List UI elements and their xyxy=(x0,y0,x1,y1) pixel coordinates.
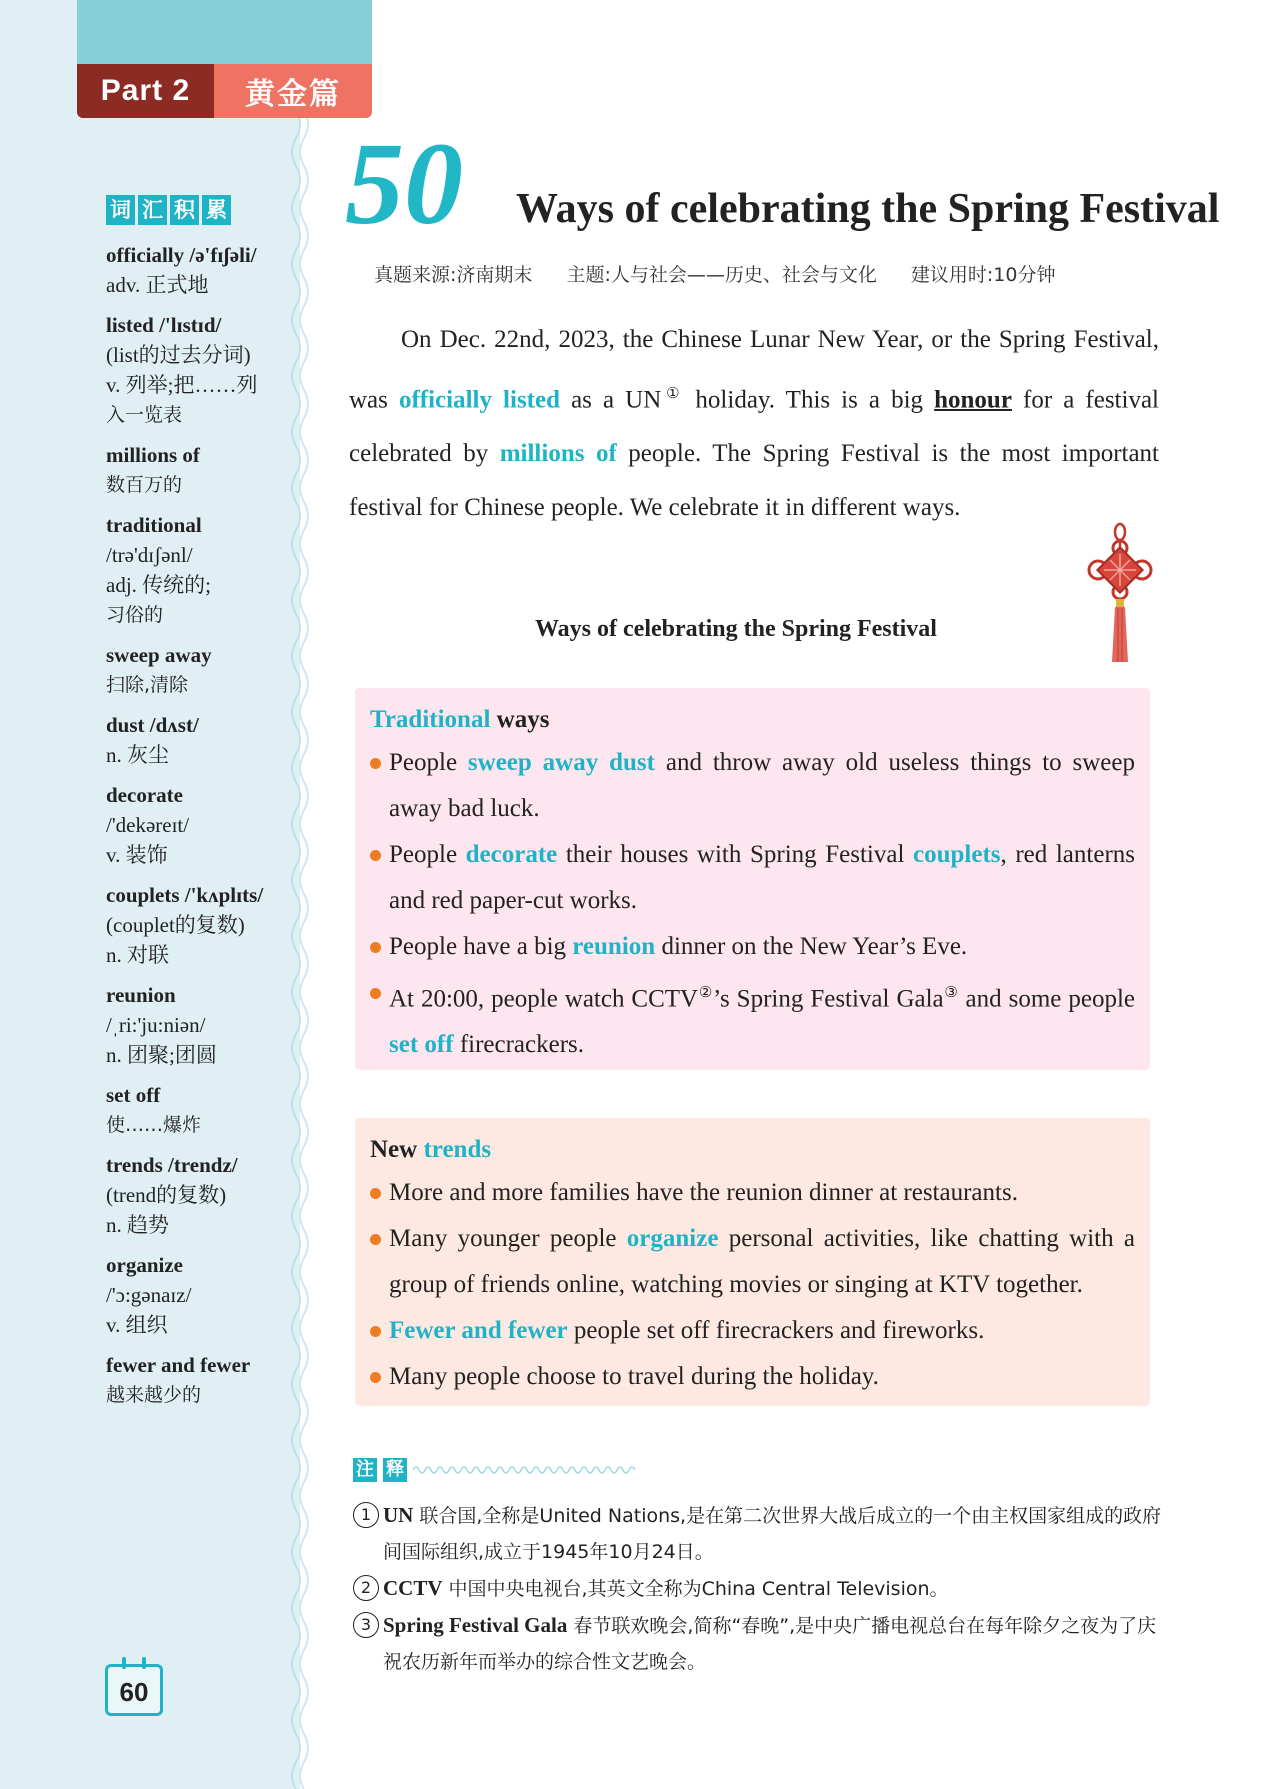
list-item xyxy=(370,1308,1135,1354)
meta-source: 真题来源:济南期末 xyxy=(374,264,533,286)
list-item xyxy=(370,970,1135,1068)
item-text: their houses with Spring Festival xyxy=(557,841,913,868)
footnote-ref: ② xyxy=(698,985,714,1001)
notes-heading-char: 释 xyxy=(383,1458,407,1482)
item-text: , red lanterns and red paper-cut works. xyxy=(389,841,1136,914)
heading-text: ways xyxy=(490,706,550,733)
vocab-detail: adj. 传统的; xyxy=(106,573,211,597)
vocab-word: sweep away xyxy=(106,643,212,667)
vocab-detail: /'dekəreɪt/ xyxy=(106,813,190,837)
vocab-detail: v. 组织 xyxy=(106,1313,168,1337)
note-number: 3 xyxy=(353,1612,379,1638)
intro-text: On Dec. 22nd, 2023, the Chinese Lunar New Year, or the Spring Festival, was xyxy=(349,326,1159,414)
vocab-word: decorate xyxy=(106,783,183,807)
item-text: Many people choose to travel during the holiday. xyxy=(389,1363,879,1390)
note-body: 春节联欢晚会,简称“春晚”,是中央广播电视总台在每年除夕之夜为了庆祝农历新年而举办的综合性文艺晚会。 xyxy=(383,1615,1157,1673)
meta-theme: 主题:人与社会——历史、社会与文化 xyxy=(566,264,877,286)
vocab-detail: 使……爆炸 xyxy=(106,1114,202,1136)
notes xyxy=(353,1497,1163,1680)
keyword: Traditional xyxy=(370,706,491,733)
vocab-detail: n. 对联 xyxy=(106,943,169,967)
footnote-ref: ③ xyxy=(943,985,959,1001)
note-number: 2 xyxy=(353,1575,379,1601)
list-item xyxy=(370,1216,1135,1308)
wavy-border xyxy=(290,110,316,1789)
keyword: sweep away dust xyxy=(467,749,655,776)
vocab-detail: 扫除,清除 xyxy=(106,674,189,696)
vocab-detail: v. 装饰 xyxy=(106,843,168,867)
item-text: personal activities, like chatting with a group of friends online, watching movies or singing at KTV together. xyxy=(389,1225,1135,1298)
note-number: 1 xyxy=(353,1502,379,1528)
intro-text: holiday. This is a big xyxy=(684,386,935,414)
item-text: Many younger people xyxy=(389,1225,627,1252)
traditional-ways-box xyxy=(355,688,1150,1070)
list-item xyxy=(370,924,1135,970)
page-number xyxy=(105,1664,163,1716)
vocab-item xyxy=(106,510,291,630)
item-text: and throw away old useless things to sweep away bad luck. xyxy=(389,749,1135,822)
footnote-ref: ① xyxy=(661,386,685,402)
note-term: UN xyxy=(383,1503,414,1527)
vocab-word: fewer and fewer xyxy=(106,1353,251,1377)
note-body: 联合国,全称是United Nations,是在第二次世界大战后成立的一个由主权国家组成的政府间国际组织,成立于1945年10月24日。 xyxy=(383,1505,1162,1563)
item-text: People xyxy=(389,749,468,776)
underlined-word: honour xyxy=(934,386,1012,414)
item-text: At 20:00, people watch CCTV xyxy=(389,985,699,1013)
vocab-detail: 越来越少的 xyxy=(106,1384,202,1406)
item-text: ’s Spring Festival Gala xyxy=(713,985,944,1013)
heading-text: New xyxy=(370,1136,424,1163)
vocab-word: millions of xyxy=(106,443,200,467)
vocab-item xyxy=(106,310,291,430)
decorative-squiggle xyxy=(413,1464,638,1476)
list-item xyxy=(370,1354,1135,1400)
article-number: 50 xyxy=(345,118,463,249)
part-label: Part 2 xyxy=(77,64,214,118)
list-item xyxy=(370,740,1135,832)
keyword: reunion xyxy=(572,933,656,960)
article-title: Ways of celebrating the Spring Festival xyxy=(516,186,1220,232)
notes-heading xyxy=(353,1458,638,1482)
vocab-list xyxy=(106,240,291,1420)
keyword: couplets xyxy=(913,841,1001,868)
vocab-detail: 数百万的 xyxy=(106,474,183,496)
vocab-detail: 入一览表 xyxy=(106,404,183,426)
vocab-item xyxy=(106,240,291,300)
vocab-detail: (trend的复数) xyxy=(106,1183,227,1207)
intro-text: people. The Spring Festival is the most important festival for Chinese people. We celebrate it in different ways. xyxy=(349,440,1160,522)
vocab-word: organize xyxy=(106,1253,183,1277)
vocab-heading-char: 积 xyxy=(170,195,199,225)
part-tab-top xyxy=(77,0,372,66)
vocab-word: trends /trendz/ xyxy=(106,1153,238,1177)
notes-heading-char: 注 xyxy=(353,1458,377,1482)
vocab-item xyxy=(106,1150,291,1240)
vocab-item xyxy=(106,980,291,1070)
vocab-item xyxy=(106,1350,291,1410)
note-item xyxy=(353,1570,1163,1607)
meta-time: 建议用时:10分钟 xyxy=(910,264,1056,286)
keyword: Fewer and fewer xyxy=(389,1317,568,1344)
diagram-title: Ways of celebrating the Spring Festival xyxy=(535,616,937,642)
note-term: Spring Festival Gala xyxy=(383,1613,568,1637)
vocab-heading-char: 累 xyxy=(202,195,231,225)
vocab-detail: /'ɔ:gənaɪz/ xyxy=(106,1283,192,1307)
item-text: dinner on the New Year’s Eve. xyxy=(655,933,968,960)
list-item xyxy=(370,832,1135,924)
part-name: 黄金篇 xyxy=(214,64,372,118)
vocab-heading xyxy=(106,195,231,225)
vocab-word: officially /ə'fɪʃəli/ xyxy=(106,243,257,267)
vocab-item xyxy=(106,880,291,970)
vocab-word: couplets /'kʌplɪts/ xyxy=(106,883,264,907)
list-item xyxy=(370,1170,1135,1216)
note-term: CCTV xyxy=(383,1576,443,1600)
note-item xyxy=(353,1497,1163,1570)
vocab-word: dust /dʌst/ xyxy=(106,713,199,737)
note-item xyxy=(353,1607,1163,1680)
item-text: and some people xyxy=(958,985,1135,1013)
vocab-detail: v. 列举;把……列 xyxy=(106,373,258,397)
item-text: people set off firecrackers and fireworks. xyxy=(567,1317,985,1344)
item-text: firecrackers. xyxy=(453,1031,585,1059)
keyword: set off xyxy=(389,1031,454,1059)
vocab-heading-char: 汇 xyxy=(138,195,167,225)
vocab-item xyxy=(106,780,291,870)
vocab-detail: 习俗的 xyxy=(106,604,164,626)
vocab-item xyxy=(106,640,291,700)
vocab-word: reunion xyxy=(106,983,176,1007)
new-trends-box xyxy=(355,1118,1150,1406)
note-text xyxy=(383,1570,1163,1607)
traditional-ways-heading xyxy=(370,700,1135,740)
intro-paragraph xyxy=(349,313,1159,535)
keyword: millions of xyxy=(499,440,617,468)
vocab-item xyxy=(106,710,291,770)
vocab-detail: n. 灰尘 xyxy=(106,743,169,767)
vocab-detail: adv. 正式地 xyxy=(106,273,209,297)
page-number-text: 60 xyxy=(119,1677,149,1707)
keyword: trends xyxy=(423,1136,492,1163)
vocab-word: set off xyxy=(106,1083,161,1107)
intro-text: for a festival celebrated by xyxy=(349,386,1159,468)
keyword: decorate xyxy=(465,841,558,868)
note-body: 中国中央电视台,其英文全称为China Central Television。 xyxy=(442,1578,949,1600)
vocab-detail: /trə'dɪʃənl/ xyxy=(106,543,193,567)
vocab-word: listed /'lɪstɪd/ xyxy=(106,313,222,337)
chinese-knot-icon xyxy=(1082,522,1158,672)
vocab-detail: (couplet的复数) xyxy=(106,913,245,937)
part-tab xyxy=(77,64,372,118)
item-text: People have a big xyxy=(389,933,573,960)
note-text xyxy=(383,1497,1163,1570)
vocab-item xyxy=(106,440,291,500)
vocab-detail: /ˌri:'ju:niən/ xyxy=(106,1013,206,1037)
vocab-detail: n. 趋势 xyxy=(106,1213,169,1237)
keyword: organize xyxy=(626,1225,719,1252)
vocab-detail: (list的过去分词) xyxy=(106,343,251,367)
intro-text: as a UN xyxy=(560,386,662,414)
vocab-heading-char: 词 xyxy=(106,195,135,225)
note-text xyxy=(383,1607,1163,1680)
keyword: officially listed xyxy=(398,386,561,414)
item-text: People xyxy=(389,841,466,868)
new-trends-heading xyxy=(370,1130,1135,1170)
vocab-item xyxy=(106,1080,291,1140)
vocab-detail: n. 团聚;团圆 xyxy=(106,1043,217,1067)
vocab-item xyxy=(106,1250,291,1340)
calendar-rings-icon xyxy=(118,1657,150,1669)
article-meta xyxy=(374,260,1084,287)
vocab-word: traditional xyxy=(106,513,202,537)
item-text: More and more families have the reunion dinner at restaurants. xyxy=(389,1179,1018,1206)
